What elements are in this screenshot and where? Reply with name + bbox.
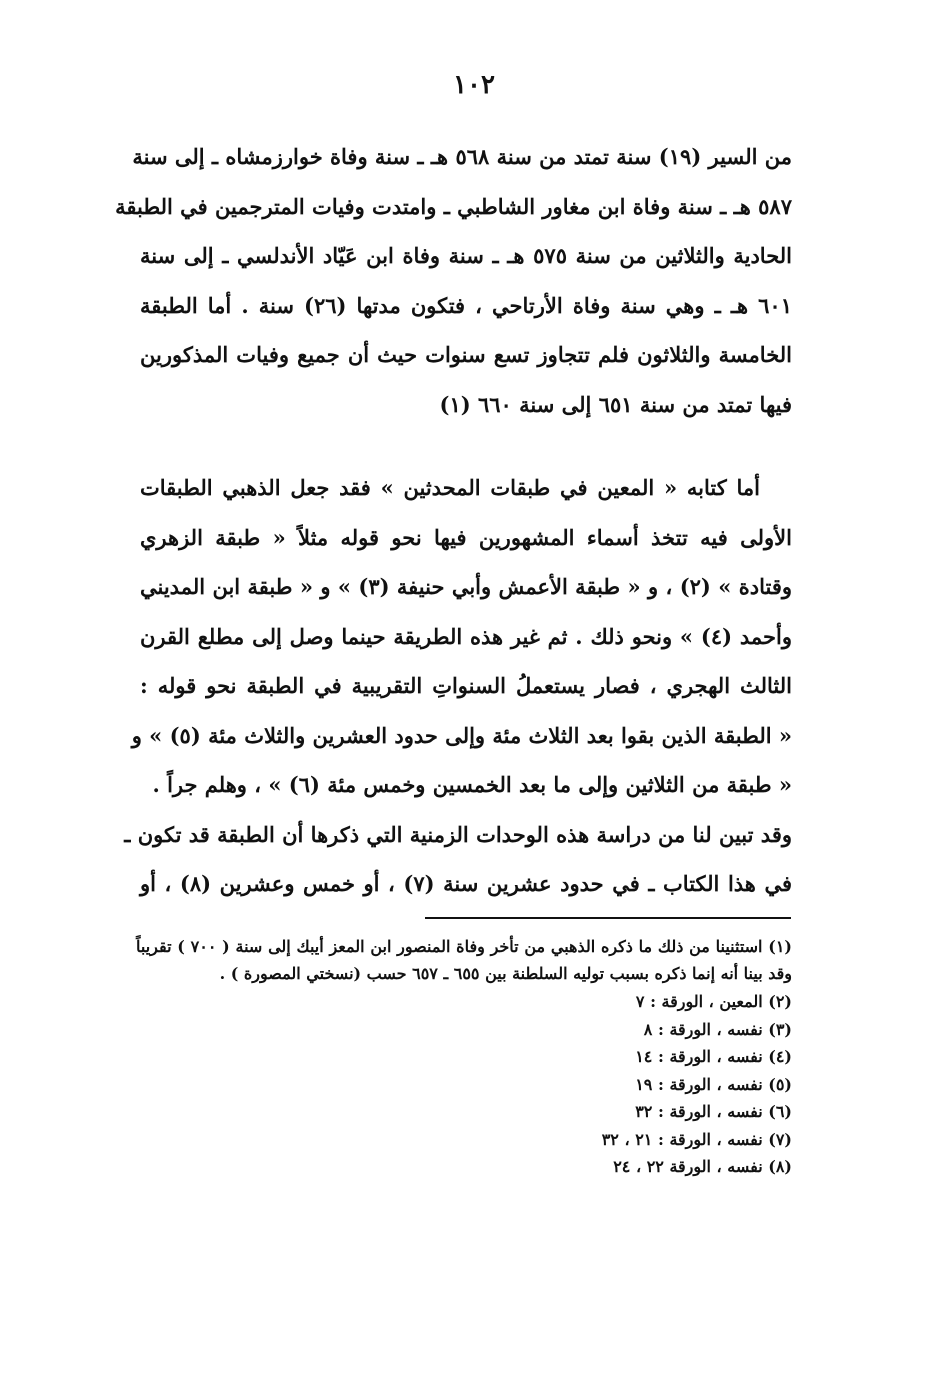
text-line: في هذا الكتاب ـ في حدود عشرين سنة (٧) ، أو خمس وعشرين (٨) ، أو (140, 871, 792, 896)
footnote-line: (٨) نفسه ، الورقة ٢٢ ، ٢٤ (613, 1157, 792, 1176)
paragraph-2 (124, 463, 793, 909)
footnote-line: (٣) نفسه ، الورقة : ٨ (643, 1019, 792, 1039)
body-text (115, 132, 793, 909)
text-line: ٦٠١ هـ ـ وهي سنة وفاة الأرتاحي ، فتكون مدتها (٢٦) سنة . أما الطبقة (140, 292, 792, 318)
text-line: الحادية والثلاثين من سنة ٥٧٥ هـ ـ سنة وفاة ابن عَيّاد الأندلسي ـ إلى سنة (140, 243, 792, 268)
footnote-line: (١) استثنينا من ذلك ما ذكره الذهبي من تأخر وفاة المنصور ابن المعز أيبك إلى سنة ( ٧٠٠ ) تقريباً (136, 937, 792, 956)
text-line: « طبقة من الثلاثين وإلى ما بعد الخمسين وخمس مئة (٦) » ، وهلم جراً . (152, 772, 792, 797)
text-line: وأحمد (٤) » ونحو ذلك . ثم غير هذه الطريقة حينما وصل إلى مطلع القرن (140, 623, 792, 649)
text-line: وقد تبين لنا من دراسة هذه الوحدات الزمنية التي ذكرها أن الطبقة قد تكون ـ (124, 821, 792, 847)
paragraph-gap (140, 429, 792, 463)
footnote-line: (٢) المعين ، الورقة : ٧ (635, 992, 792, 1011)
footnote-separator (425, 917, 791, 919)
footnote-line: (٧) نفسه ، الورقة : ٢١ ، ٣٢ (601, 1129, 792, 1149)
footnote-line: (٦) نفسه ، الورقة : ٣٢ (635, 1102, 792, 1121)
paragraph-1 (115, 132, 792, 429)
footnote-line: (٤) نفسه ، الورقة : ١٤ (635, 1047, 792, 1066)
text-line: « الطبقة الذين بقوا بعد الثلاث مئة وإلى حدود العشرين والثلاث مئة (٥) » و (131, 722, 792, 748)
text-line: من السير (١٩) سنة تمتد من سنة ٥٦٨ هـ ـ سنة وفاة خوارزمشاه ـ إلى سنة (132, 144, 792, 169)
page-number: ١٠٢ (453, 70, 495, 100)
text-line: الخامسة والثلاثون فلم تتجاوز تسع سنوات حيث أن جميع وفيات المذكورين (140, 342, 792, 367)
footnote-line: (٥) نفسه ، الورقة : ١٩ (635, 1074, 792, 1094)
text-line: وقتادة » (٢) ، و « طبقة الأعمش وأبي حنيفة (٣) » و « طبقة ابن المديني (140, 574, 793, 599)
text-line: الأولى فيه تتخذ أسماء المشهورين فيها نحو قوله مثلاً « طبقة الزهري (140, 524, 792, 550)
footnote-line: وقد بينا أنه إنما ذكره بسبب توليه السلطنة بين ٦٥٥ ـ ٦٥٧ حسب (نسختي المصورة ) . (219, 964, 792, 983)
text-line: أما كتابه « المعين في طبقات المحدثين » فقد جعل الذهبي الطبقات (140, 475, 760, 500)
text-line: الثالث الهجري ، فصار يستعملُ السنواتِ التقريبية في الطبقة نحو قوله : (140, 673, 792, 698)
text-line: ٥٨٧ هـ ـ سنة وفاة ابن مغاور الشاطبي ـ وامتدت وفيات المترجمين في الطبقة (115, 193, 792, 219)
footnotes (136, 934, 792, 1181)
text-line: فيها تمتد من سنة ٦٥١ إلى سنة ٦٦٠ (١) (439, 391, 792, 417)
